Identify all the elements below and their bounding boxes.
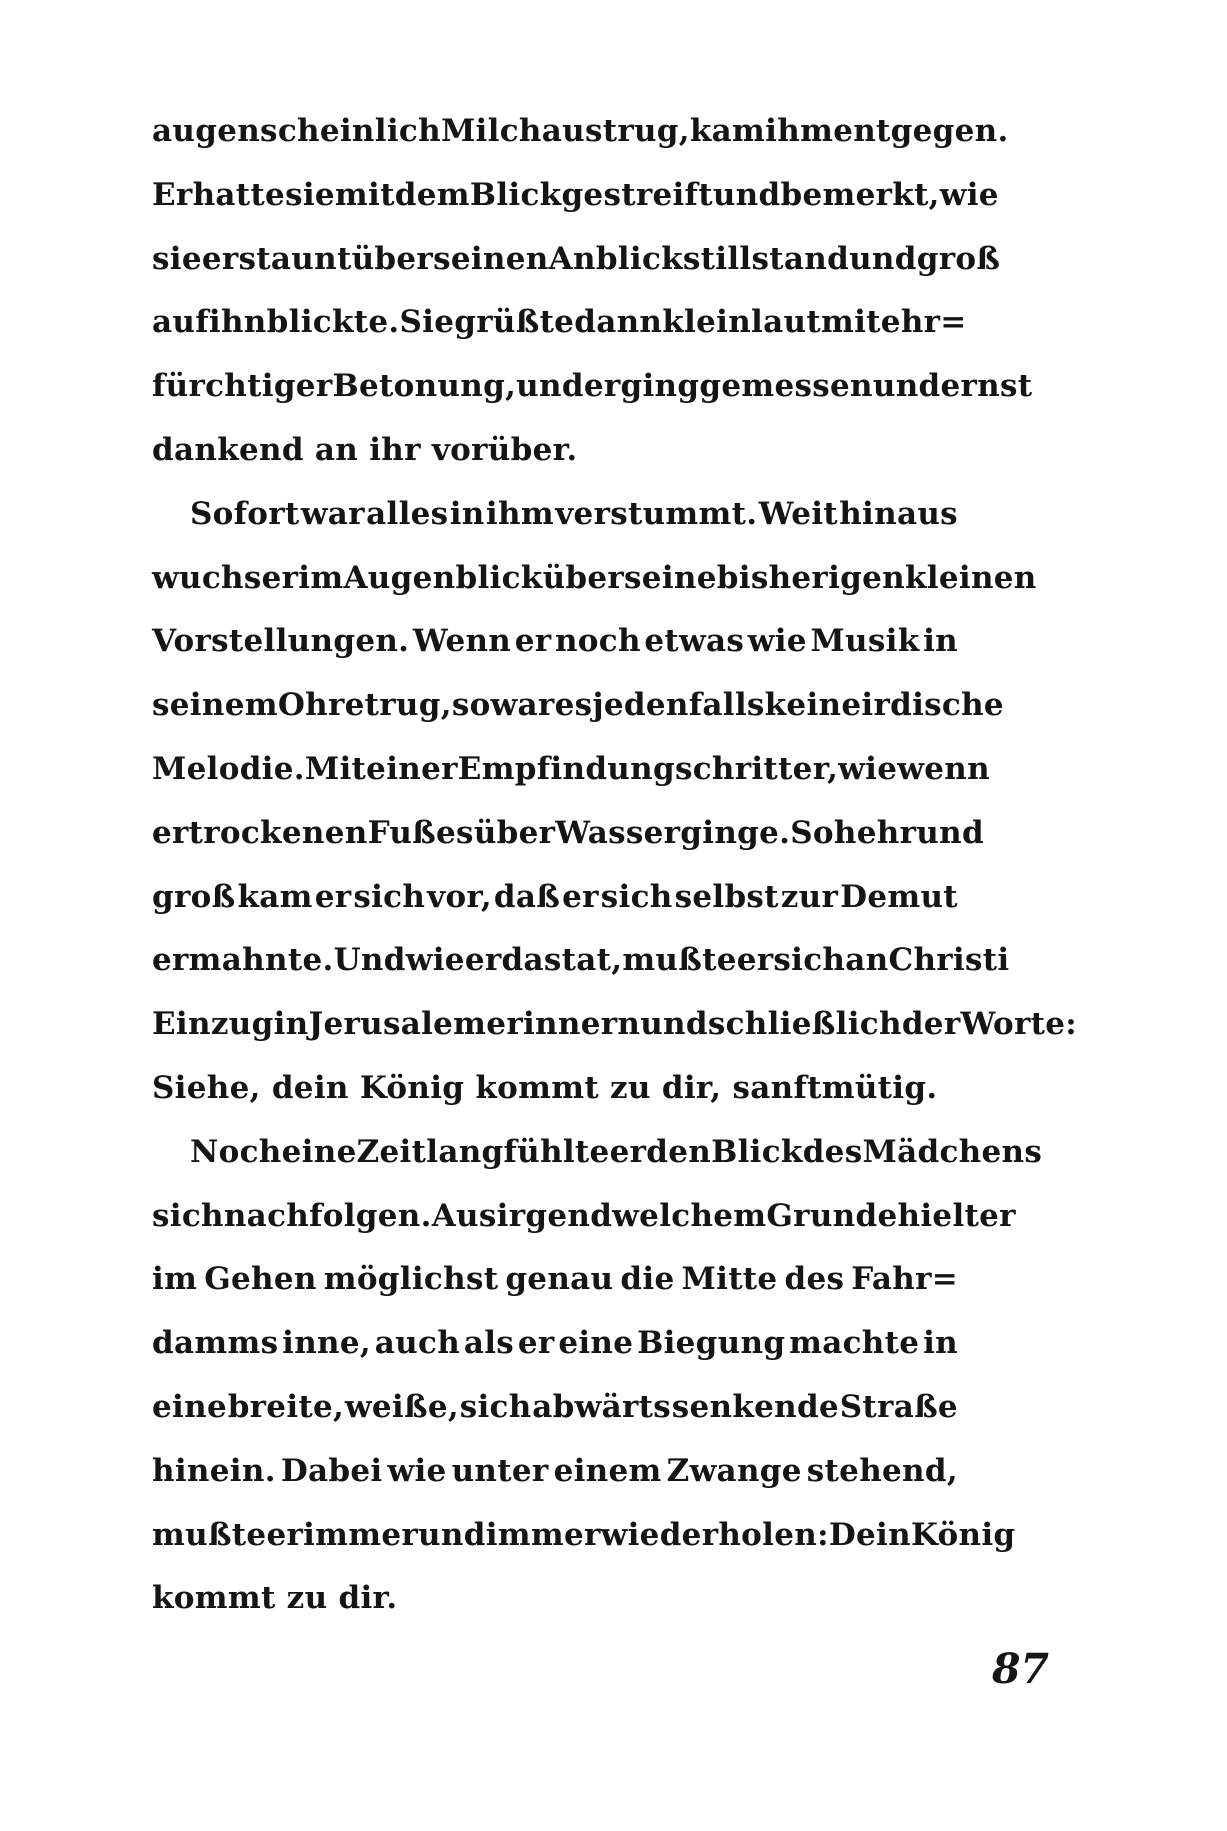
word: des [802,1133,863,1170]
word: in [449,495,485,532]
text-line [152,866,958,930]
word: fühlte [503,1133,610,1170]
text-line [152,929,1010,993]
word: Worte: [960,1006,1078,1043]
word: ernst [940,368,1033,405]
word: wie [405,942,465,979]
word: dem [394,176,470,213]
word: hinein. [152,1452,276,1489]
word: Augenblick [343,559,543,596]
word: er [736,942,774,979]
word: stand [751,240,850,277]
word: hielt [897,1197,980,1234]
word: es [554,687,593,724]
word: keine [764,687,862,724]
text-line [152,228,1001,292]
word: Biegung [637,1325,786,1362]
word: König [910,1516,1016,1553]
word: über [473,814,556,851]
word: irgendwelchem [496,1197,767,1234]
word: Milch [440,113,542,149]
word: Noch [190,1133,282,1170]
word: ehr= [880,304,967,341]
word: mußte [152,1516,267,1553]
word: Fußes [367,814,474,851]
word: ihn [208,304,267,341]
word: kam [689,113,766,149]
word: Grunde [766,1197,898,1234]
word: wie [747,623,807,660]
word: Wenn [412,623,512,660]
word: immer [303,1516,419,1553]
word: Jerusalem [308,1006,487,1043]
word: er, [792,750,839,787]
text-line [152,1312,958,1376]
word: Anblick [548,240,683,277]
word: in [923,623,958,660]
word: irdische [861,687,1004,724]
word: nachfolgen. [223,1197,432,1234]
word: Gehen [204,1261,317,1298]
word: ginge. [680,814,791,851]
word: verstummt. [555,495,758,532]
word: die [620,1261,675,1298]
word: er [583,368,621,405]
word: er [314,878,352,915]
word: selbst [674,878,779,915]
word: er [517,1325,555,1362]
text-line [152,674,1004,738]
word: der [901,1006,961,1043]
word: auf [152,304,209,341]
word: sich [773,942,846,979]
word: er [261,559,299,596]
word: im [152,1261,198,1298]
text-line [152,355,1033,419]
word: Fahr= [851,1261,958,1298]
word: des [784,1261,845,1298]
word: Sofort [190,495,300,532]
text-line [152,1376,958,1440]
word: Dabei [280,1452,383,1489]
word: war [490,687,555,724]
word: er [514,623,552,660]
word: sie [152,240,202,277]
word: vor, [427,878,492,915]
word: einem [553,1452,662,1489]
word: und [418,1516,486,1553]
word: Und [333,942,406,979]
word: Wasser [555,814,681,851]
text-line: Siehe, dein König kommt zu dir, sanftmütig. [152,1069,938,1106]
word: breite, [227,1388,345,1425]
word: unter [451,1452,549,1489]
word: groß [152,878,236,915]
text-line [152,1185,1016,1249]
word: Melodie. [152,750,305,787]
word: inne, [282,1325,371,1362]
word: Empfindung [457,750,675,787]
text-line [152,483,958,547]
word: so [451,687,491,724]
text-line [152,291,967,355]
text-line [152,164,999,228]
word: wuchs [152,559,262,596]
text-line [152,1504,1016,1568]
text-line [152,1440,958,1504]
word: er [609,1133,647,1170]
word: mußte [622,942,737,979]
word: schließlich [707,1006,902,1043]
word: trockenen [188,814,368,851]
word: austrug, [541,113,690,149]
word: etwas [644,623,745,660]
word: machte [789,1325,920,1362]
word: im [298,559,344,596]
word: schritt [674,750,793,787]
text-line [152,738,990,802]
word: Mädchens [862,1133,1043,1170]
word: Straße [839,1388,958,1425]
word: Aus [431,1197,497,1234]
text-line [152,547,1037,611]
word: einer [366,750,458,787]
word: und [712,176,781,213]
word: sich [459,1388,532,1425]
word: und [516,368,584,405]
word: er [152,814,189,851]
word: eine [558,1325,634,1362]
paragraph [152,1121,1043,1631]
word: über [542,559,625,596]
word: kam [237,878,313,915]
word: hatte [192,176,286,213]
text-block [152,100,1078,1631]
word: und [872,368,941,405]
word: seine [624,559,717,596]
word: wie [939,176,999,213]
text-line [152,610,958,674]
word: seinen [433,240,549,277]
paragraph [152,483,1078,1121]
word: fürchtiger [152,368,333,405]
word: kleinlaut [662,304,821,341]
word: noch [554,623,641,660]
word: Mit [304,750,367,787]
word: wie [838,750,898,787]
word: er [562,878,599,915]
word: entgegen. [833,113,1009,149]
word: grüßte [454,304,575,341]
word: So [790,814,834,851]
word: wenn [897,750,990,787]
word: Vorstellungen. [152,623,410,660]
text-line: kommt zu dir. [152,1580,398,1617]
word: kleinen [904,559,1037,596]
word: Blick [711,1133,803,1170]
word: er [266,1516,304,1553]
word: eine [281,1133,357,1170]
word: Einzug [152,1006,274,1043]
text-line [152,100,1009,164]
word: sich [152,1197,224,1234]
word: eine [152,1388,227,1425]
word: in [273,1006,309,1043]
word: und [640,1006,708,1043]
word: sich [600,878,673,915]
word: dann [574,304,663,341]
word: groß [916,240,1001,277]
word: Christi [888,942,1010,979]
word: und [916,814,984,851]
word: zur [780,878,839,915]
word: Ohre [277,687,365,724]
word: er [979,1197,1016,1234]
word: senkende [671,1388,840,1425]
word: gemessen [699,368,873,405]
word: seinem [152,687,278,724]
text-line [152,993,1078,1057]
word: mit [334,176,395,213]
word: war [300,495,365,532]
word: augenscheinlich [152,113,441,149]
word: ihm [765,113,834,149]
word: sich [353,878,426,915]
word: an [845,942,889,979]
word: auch [374,1325,461,1362]
text-line [152,802,984,866]
word: blickte. [266,304,400,341]
word: jedenfalls [592,687,765,724]
word: mit [820,304,881,341]
word: ermahnte. [152,942,334,979]
word: Betonung, [332,368,517,405]
word: stehend, [806,1452,958,1489]
word: Zeitlang [356,1133,504,1170]
word: Dein [828,1516,911,1553]
word: Zwange [666,1452,802,1489]
word: weiße, [344,1388,459,1425]
word: Mitte [681,1261,778,1298]
word: damms [152,1325,279,1362]
word: über [351,240,434,277]
page-number: 87 [992,1645,1050,1693]
word: alles [366,495,449,532]
paragraph [152,100,1033,483]
word: das [501,942,562,979]
word: wiederholen: [600,1516,829,1553]
word: tat, [561,942,623,979]
word: sie [285,176,335,213]
word: trug, [364,687,452,724]
word: möglichst [323,1261,499,1298]
word: und [849,240,917,277]
word: genau [505,1261,614,1298]
word: Demut [840,878,958,915]
word: Weit [758,495,838,532]
word: wie [387,1452,447,1489]
text-line: dankend an ihr vorüber. [152,431,578,468]
word: bisherigen [716,559,905,596]
word: abwärts [532,1388,672,1425]
word: gestreift [561,176,713,213]
word: Blick [469,176,562,213]
word: bemerkt, [780,176,940,213]
word: Musik [810,623,920,660]
word: ihm [485,495,554,532]
word: erinnern [486,1006,641,1043]
word: still [682,240,752,277]
word: Er [152,176,193,213]
word: hehr [833,814,917,851]
word: in [923,1325,958,1362]
word: daß [493,878,561,915]
text-line [152,1248,958,1312]
word: den [646,1133,712,1170]
word: Sie [399,304,455,341]
word: erstaunt [201,240,352,277]
text-line [152,1121,1043,1185]
word: ging [620,368,700,405]
word: als [463,1325,515,1362]
word: immer [485,1516,601,1553]
word: hinaus [839,495,958,532]
word: er [464,942,502,979]
